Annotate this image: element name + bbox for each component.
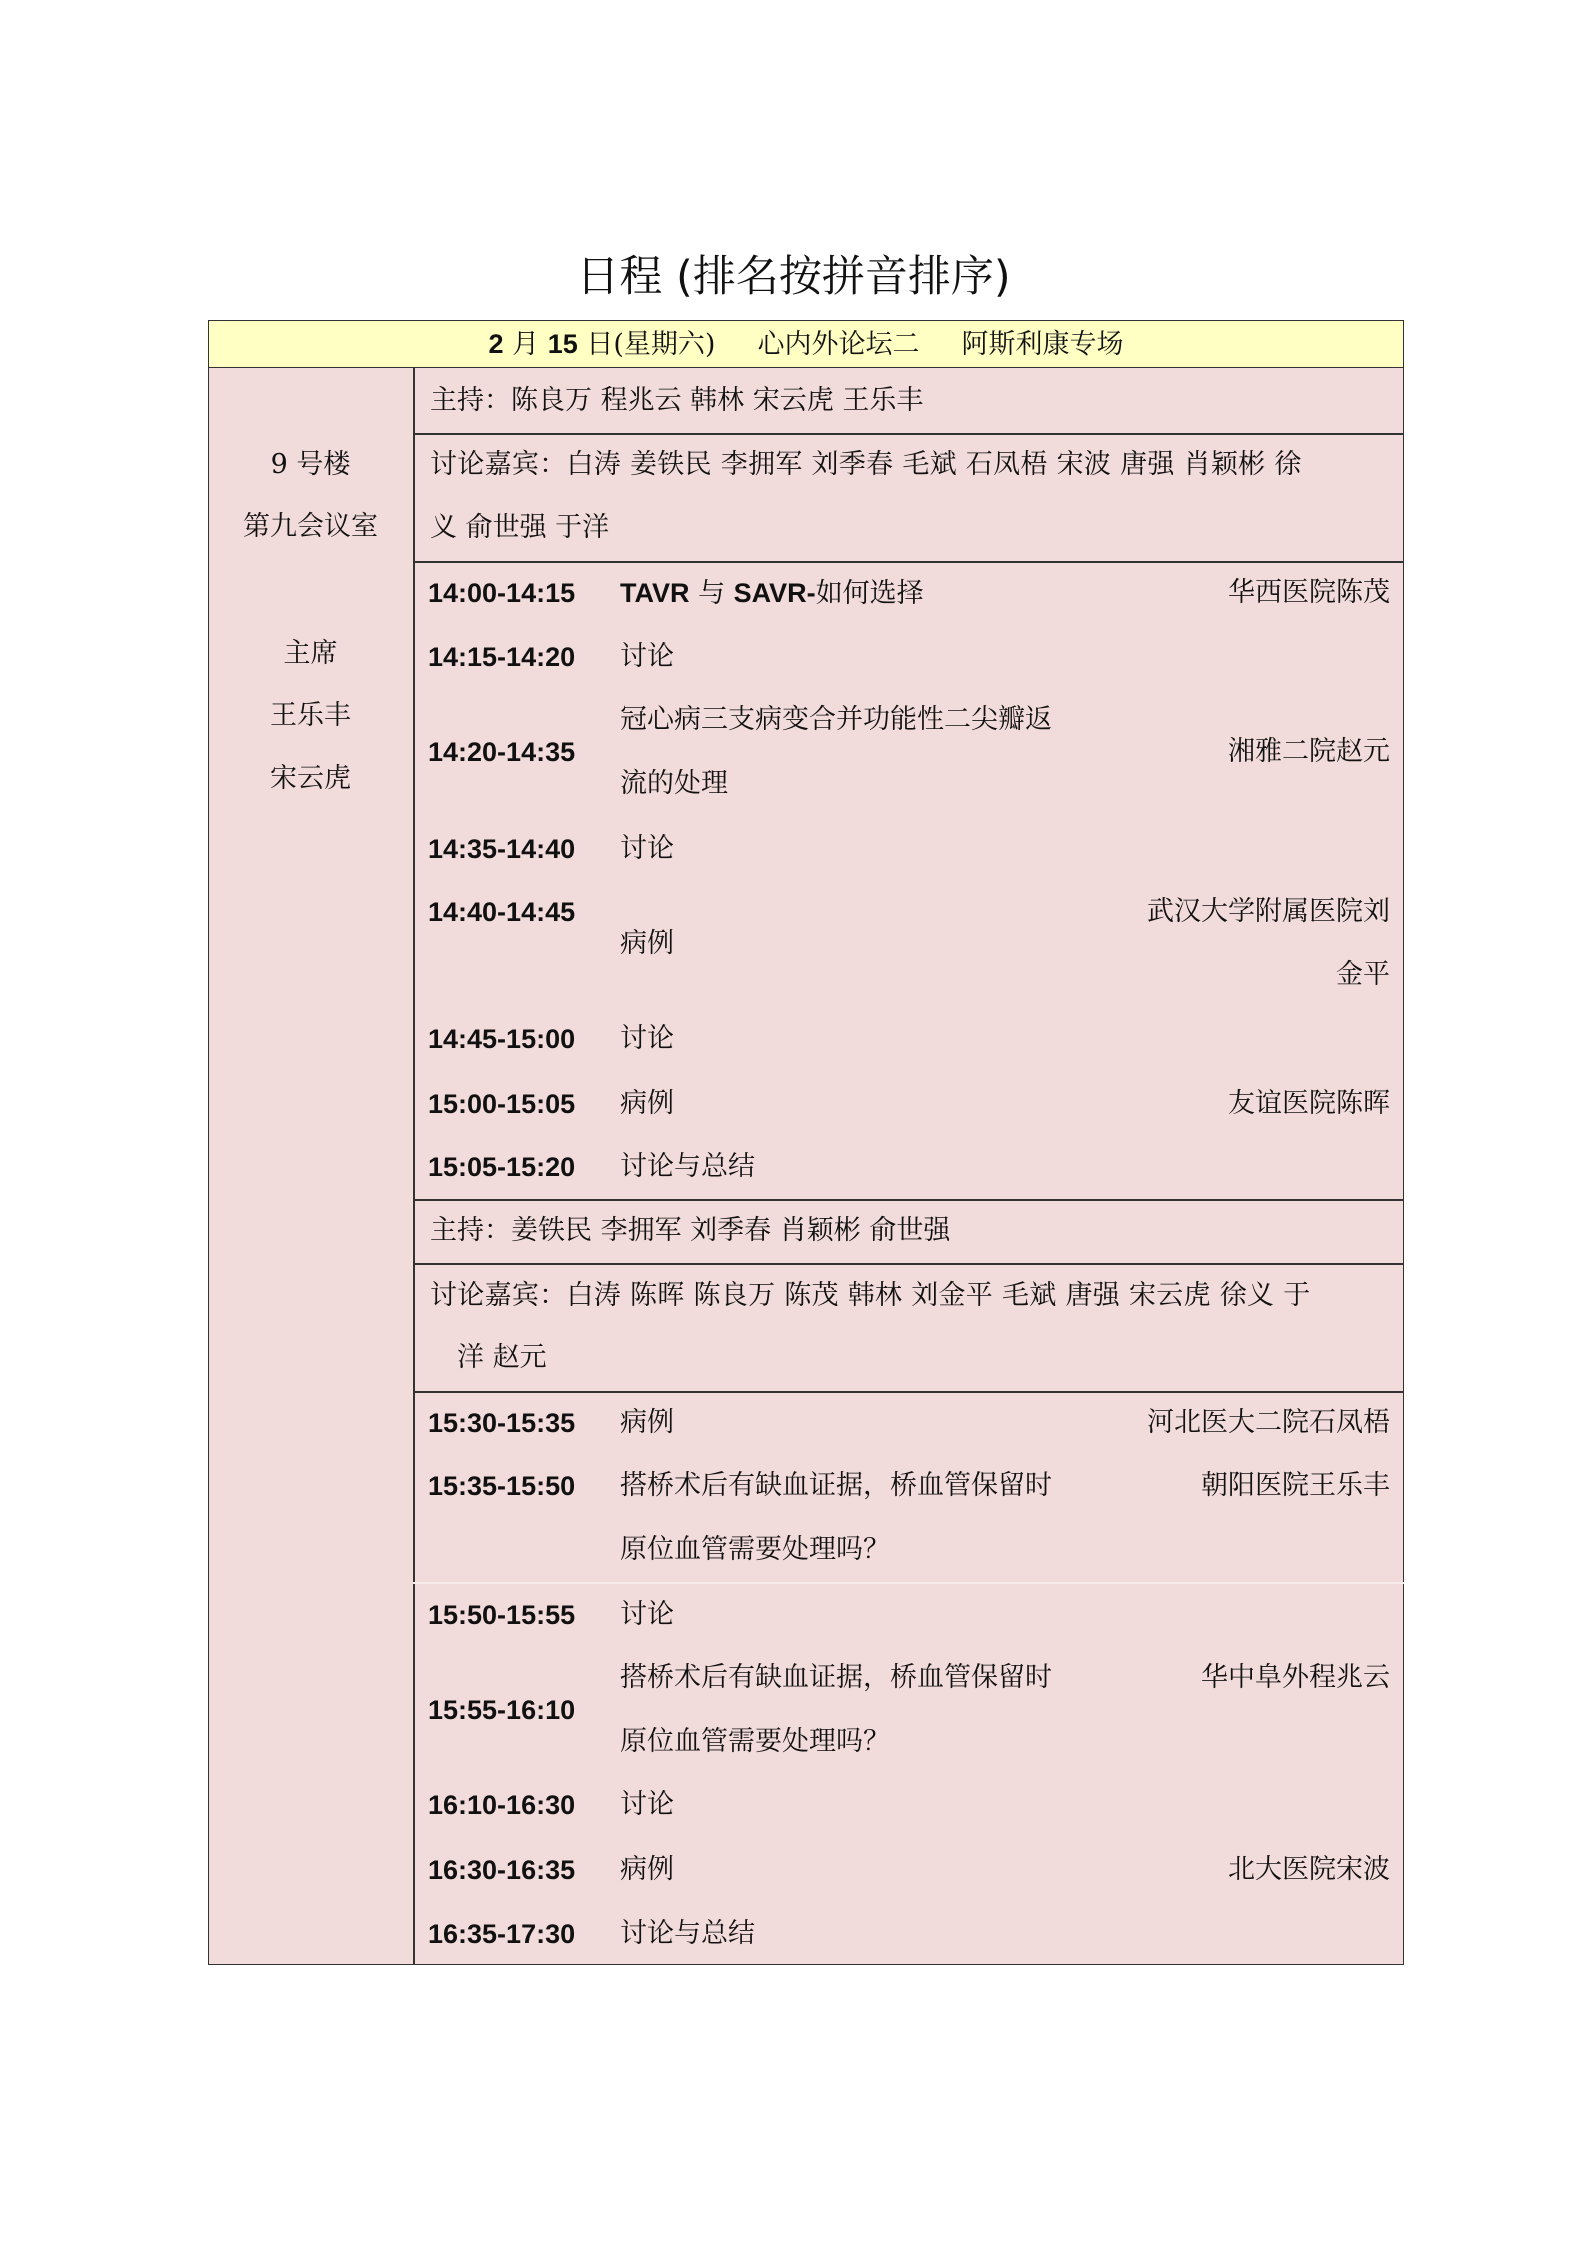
session2-hosts: 主持：姜铁民 李拥军 刘季春 肖颖彬 俞世强	[430, 1215, 951, 1246]
item-topic: 讨论	[620, 1599, 674, 1630]
item-topic: 讨论与总结	[620, 1151, 755, 1182]
item-time: 14:15-14:20	[428, 642, 576, 672]
date-num: 15	[547, 329, 578, 359]
chair-name: 王乐丰	[270, 700, 351, 731]
item-topic: 病例	[620, 1407, 674, 1438]
item-time: 16:10-16:30	[428, 1790, 576, 1820]
page-title: 日程 (排名按拼音排序)	[576, 252, 1011, 302]
item-topic-cont: 流的处理	[620, 768, 728, 799]
item-topic: 讨论	[620, 1023, 674, 1054]
building: 9 号楼	[270, 449, 351, 480]
date-month: 月	[503, 329, 548, 360]
chairs-label: 主席	[283, 638, 338, 669]
item-topic: 病例	[620, 1854, 674, 1885]
date-weekday: 日(星期六)	[577, 329, 716, 360]
session2-guests: 讨论嘉宾：白涛 陈晖 陈良万 陈茂 韩林 刘金平 毛斌 唐强 宋云虎 徐义 于	[430, 1280, 1311, 1311]
session-header	[208, 320, 1404, 368]
item-time: 14:35-14:40	[428, 834, 576, 864]
session-name: 阿斯利康专场	[961, 329, 1124, 360]
item-speaker: 北大医院宋波	[1228, 1854, 1390, 1885]
item-time: 15:30-15:35	[428, 1408, 576, 1438]
item-time: 15:05-15:20	[428, 1152, 576, 1182]
session1-hosts: 主持：陈良万 程兆云 韩林 宋云虎 王乐丰	[430, 385, 924, 416]
item-time: 14:40-14:45	[428, 897, 576, 927]
item-speaker: 河北医大二院石凤梧	[1147, 1407, 1390, 1438]
item-speaker: 朝阳医院王乐丰	[1201, 1470, 1390, 1501]
item-topic: 搭桥术后有缺血证据，桥血管保留时	[620, 1470, 1052, 1501]
forum-name: 心内外论坛二	[757, 329, 920, 360]
item-time: 14:00-14:15	[428, 578, 576, 608]
item-topic: 讨论与总结	[620, 1918, 755, 1949]
item-topic-cont: 原位血管需要处理吗？	[620, 1726, 890, 1757]
item-time: 16:35-17:30	[428, 1919, 576, 1949]
item-topic: 病例	[620, 1088, 674, 1119]
item-topic: 冠心病三支病变合并功能性二尖瓣返	[620, 704, 1052, 735]
item-topic: 讨论	[620, 641, 674, 672]
session1-guests-cont: 义 俞世强 于洋	[430, 512, 610, 543]
item-speaker: 友谊医院陈晖	[1228, 1088, 1390, 1119]
item-time: 15:35-15:50	[428, 1471, 576, 1501]
item-speaker: 华西医院陈茂	[1228, 577, 1390, 608]
item-topic-cont: 原位血管需要处理吗？	[620, 1534, 890, 1565]
date-day-num: 2	[488, 329, 504, 359]
item-speaker: 湘雅二院赵元	[1228, 736, 1390, 767]
item-topic: 讨论	[620, 1789, 674, 1820]
item-time: 15:55-16:10	[428, 1695, 576, 1725]
item-speaker-cont: 金平	[1336, 959, 1390, 990]
item-topic: 讨论	[620, 833, 674, 864]
item-topic: 搭桥术后有缺血证据，桥血管保留时	[620, 1662, 1052, 1693]
chair-name: 宋云虎	[270, 763, 351, 794]
session1-guests: 讨论嘉宾：白涛 姜铁民 李拥军 刘季春 毛斌 石凤梧 宋波 唐强 肖颖彬 徐	[430, 449, 1302, 480]
item-speaker: 华中阜外程兆云	[1201, 1662, 1390, 1693]
item-topic: 病例	[620, 928, 674, 959]
item-time: 14:45-15:00	[428, 1024, 576, 1054]
item-topic: TAVR 与 SAVR-如何选择	[620, 578, 924, 609]
item-time: 14:20-14:35	[428, 737, 576, 767]
item-speaker: 武汉大学附属医院刘	[1147, 896, 1390, 927]
session2-guests-cont: 洋 赵元	[457, 1342, 547, 1373]
column-divider	[413, 368, 415, 1965]
item-time: 15:50-15:55	[428, 1600, 576, 1630]
room: 第九会议室	[243, 511, 378, 542]
item-time: 15:00-15:05	[428, 1089, 576, 1119]
item-time: 16:30-16:35	[428, 1855, 576, 1885]
